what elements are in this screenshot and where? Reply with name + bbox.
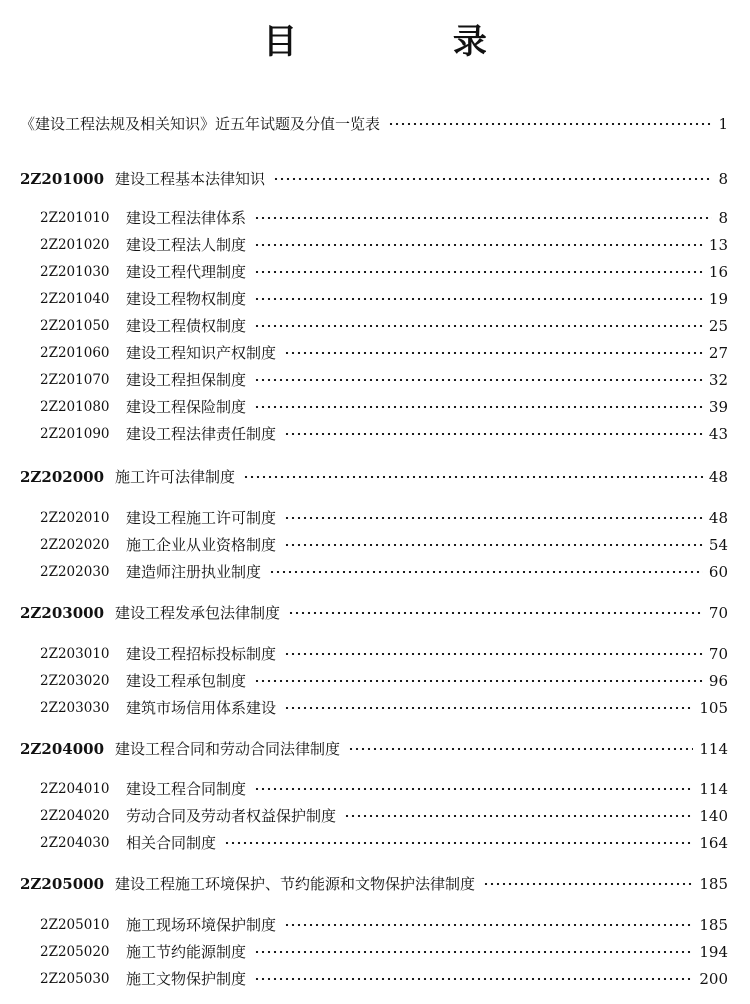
chapter-page: 114 xyxy=(699,740,728,758)
leader-dots xyxy=(254,217,712,219)
section-code: 2Z202030 xyxy=(40,564,110,580)
leader-dots xyxy=(224,842,693,844)
section-page: 32 xyxy=(708,371,728,389)
leader-dots xyxy=(254,680,703,682)
section-page: 114 xyxy=(699,780,728,798)
section-label: 建设工程代理制度 xyxy=(126,263,247,281)
leader-dots xyxy=(348,748,693,750)
section-page: 60 xyxy=(708,563,728,581)
toc-section-entry[interactable] xyxy=(0,696,750,720)
section-page: 16 xyxy=(708,263,728,281)
leader-dots xyxy=(388,123,712,125)
toc-section-entry[interactable] xyxy=(0,642,750,666)
section-label: 施工现场环境保护制度 xyxy=(126,916,277,934)
section-label: 劳动合同及劳动者权益保护制度 xyxy=(126,807,337,825)
section-page: 8 xyxy=(718,209,728,227)
section-code: 2Z204030 xyxy=(40,835,110,851)
section-page: 13 xyxy=(708,236,728,254)
leader-dots xyxy=(284,517,703,519)
toc-section-entry[interactable] xyxy=(0,260,750,284)
chapter-code: 2Z202000 xyxy=(20,468,105,486)
section-page: 54 xyxy=(708,536,728,554)
leader-dots xyxy=(254,788,693,790)
chapter-label: 建设工程施工环境保护、节约能源和文物保护法律制度 xyxy=(115,875,476,893)
toc-section-entry[interactable] xyxy=(0,533,750,557)
section-page: 105 xyxy=(699,699,728,717)
section-label: 建设工程物权制度 xyxy=(126,290,247,308)
section-label: 建设工程施工许可制度 xyxy=(126,509,277,527)
toc-section-entry[interactable] xyxy=(0,287,750,311)
section-label: 建设工程法人制度 xyxy=(126,236,247,254)
toc-chapter-entry[interactable] xyxy=(0,737,750,761)
section-code: 2Z201040 xyxy=(40,291,110,307)
toc-section-entry[interactable] xyxy=(0,777,750,801)
section-label: 建筑市场信用体系建设 xyxy=(126,699,277,717)
section-code: 2Z201050 xyxy=(40,318,110,334)
section-page: 43 xyxy=(708,425,728,443)
section-label: 建设工程法律体系 xyxy=(126,209,247,227)
section-code: 2Z205030 xyxy=(40,971,110,987)
leader-dots xyxy=(284,653,703,655)
section-page: 185 xyxy=(699,916,728,934)
section-code: 2Z204020 xyxy=(40,808,110,824)
leader-dots xyxy=(284,352,703,354)
leader-dots xyxy=(254,244,703,246)
section-label: 建设工程承包制度 xyxy=(126,672,247,690)
section-code: 2Z203020 xyxy=(40,673,110,689)
section-code: 2Z202020 xyxy=(40,537,110,553)
toc-chapter-entry[interactable] xyxy=(0,872,750,896)
toc-section-entry[interactable] xyxy=(0,341,750,365)
chapter-page: 48 xyxy=(708,468,728,486)
chapter-page: 70 xyxy=(708,604,728,622)
section-code: 2Z203010 xyxy=(40,646,110,662)
leader-dots xyxy=(254,406,703,408)
toc-chapter-entry[interactable] xyxy=(0,167,750,191)
leader-dots xyxy=(288,612,703,614)
section-label: 建设工程债权制度 xyxy=(126,317,247,335)
toc-chapter-entry[interactable] xyxy=(0,601,750,625)
leader-dots xyxy=(254,271,703,273)
chapter-code: 2Z201000 xyxy=(20,170,105,188)
section-code: 2Z203030 xyxy=(40,700,110,716)
section-page: 140 xyxy=(699,807,728,825)
chapter-code: 2Z205000 xyxy=(20,875,105,893)
toc-section-entry[interactable] xyxy=(0,669,750,693)
section-page: 48 xyxy=(708,509,728,527)
section-page: 39 xyxy=(708,398,728,416)
toc-section-entry[interactable] xyxy=(0,940,750,964)
section-code: 2Z201020 xyxy=(40,237,110,253)
section-page: 200 xyxy=(699,970,728,988)
section-code: 2Z201010 xyxy=(40,210,110,226)
section-code: 2Z201060 xyxy=(40,345,110,361)
section-code: 2Z201080 xyxy=(40,399,110,415)
leader-dots xyxy=(273,178,712,180)
toc-section-entry[interactable] xyxy=(0,233,750,257)
chapter-label: 建设工程发承包法律制度 xyxy=(115,604,281,622)
section-label: 相关合同制度 xyxy=(126,834,217,852)
leader-dots xyxy=(254,978,693,980)
section-page: 27 xyxy=(708,344,728,362)
leader-dots xyxy=(483,883,693,885)
toc-section-entry[interactable] xyxy=(0,395,750,419)
chapter-page: 8 xyxy=(718,170,728,188)
toc-section-entry[interactable] xyxy=(0,804,750,828)
section-code: 2Z205010 xyxy=(40,917,110,933)
section-label: 建设工程担保制度 xyxy=(126,371,247,389)
section-code: 2Z205020 xyxy=(40,944,110,960)
leader-dots xyxy=(254,325,703,327)
chapter-label: 建设工程基本法律知识 xyxy=(115,170,266,188)
section-label: 施工节约能源制度 xyxy=(126,943,247,961)
toc-section-entry[interactable] xyxy=(0,506,750,530)
section-label: 建造师注册执业制度 xyxy=(126,563,262,581)
leader-dots xyxy=(243,476,703,478)
section-code: 2Z201030 xyxy=(40,264,110,280)
section-page: 164 xyxy=(699,834,728,852)
section-page: 96 xyxy=(708,672,728,690)
section-page: 25 xyxy=(708,317,728,335)
toc-section-entry[interactable] xyxy=(0,422,750,446)
chapter-page: 185 xyxy=(699,875,728,893)
section-page: 19 xyxy=(708,290,728,308)
section-label: 建设工程合同制度 xyxy=(126,780,247,798)
toc-entry-label: 《建设工程法规及相关知识》近五年试题及分值一览表 xyxy=(20,115,381,133)
leader-dots xyxy=(284,433,703,435)
section-page: 70 xyxy=(708,645,728,663)
toc-section-entry[interactable] xyxy=(0,560,750,584)
section-label: 建设工程招标投标制度 xyxy=(126,645,277,663)
toc-section-entry[interactable] xyxy=(0,206,750,230)
section-code: 2Z201070 xyxy=(40,372,110,388)
section-label: 建设工程知识产权制度 xyxy=(126,344,277,362)
leader-dots xyxy=(344,815,693,817)
leader-dots xyxy=(284,924,693,926)
section-label: 施工企业从业资格制度 xyxy=(126,536,277,554)
chapter-label: 建设工程合同和劳动合同法律制度 xyxy=(115,740,341,758)
section-code: 2Z204010 xyxy=(40,781,110,797)
page-title: 目 录 xyxy=(263,22,559,62)
section-code: 2Z202010 xyxy=(40,510,110,526)
toc-section-entry[interactable] xyxy=(0,967,750,991)
toc-section-entry[interactable] xyxy=(0,314,750,338)
leader-dots xyxy=(284,707,693,709)
leader-dots xyxy=(269,571,703,573)
chapter-code: 2Z204000 xyxy=(20,740,105,758)
chapter-code: 2Z203000 xyxy=(20,604,105,622)
toc-section-entry[interactable] xyxy=(0,831,750,855)
section-code: 2Z201090 xyxy=(40,426,110,442)
section-page: 194 xyxy=(699,943,728,961)
section-label: 建设工程法律责任制度 xyxy=(126,425,277,443)
toc-section-entry[interactable] xyxy=(0,368,750,392)
toc-entry-page: 1 xyxy=(718,115,728,133)
section-label: 建设工程保险制度 xyxy=(126,398,247,416)
leader-dots xyxy=(284,544,703,546)
toc-chapter-entry[interactable] xyxy=(0,465,750,489)
toc-intro-entry[interactable] xyxy=(0,112,750,136)
leader-dots xyxy=(254,379,703,381)
toc-section-entry[interactable] xyxy=(0,913,750,937)
leader-dots xyxy=(254,298,703,300)
chapter-label: 施工许可法律制度 xyxy=(115,468,236,486)
leader-dots xyxy=(254,951,693,953)
section-label: 施工文物保护制度 xyxy=(126,970,247,988)
